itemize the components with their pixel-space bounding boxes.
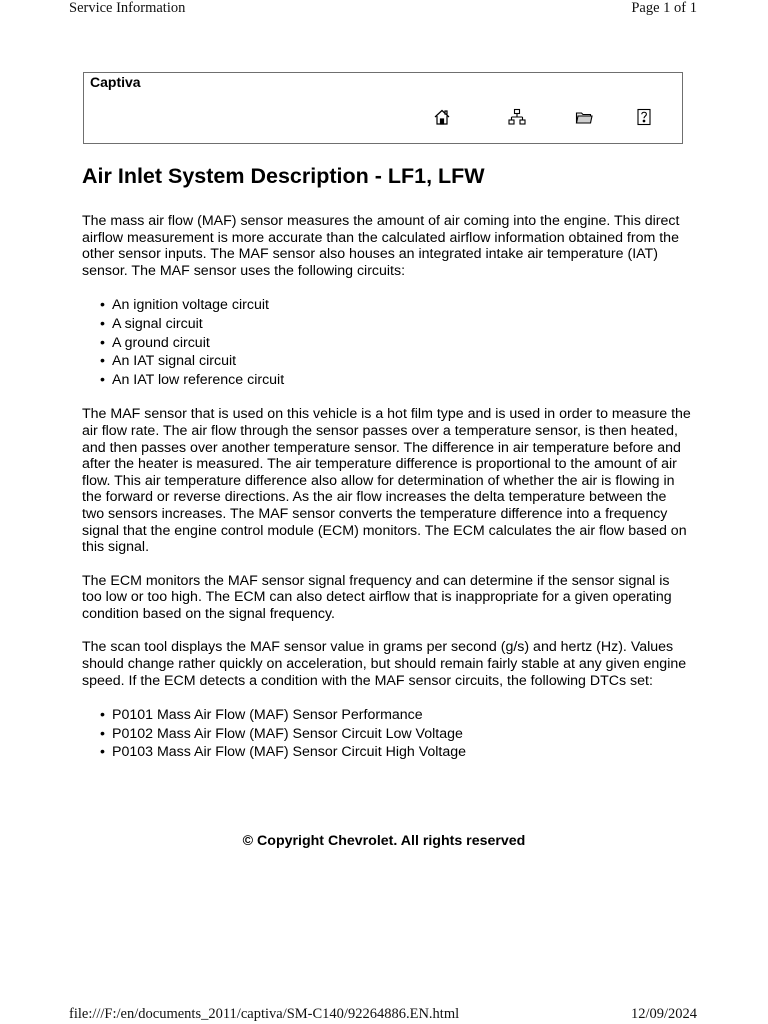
list-item: • P0101 Mass Air Flow (MAF) Sensor Performance	[82, 706, 692, 725]
scan-tool-paragraph: The scan tool displays the MAF sensor value in grams per second (g/s) and hertz (Hz). Values should change rather quickly on acceleration, but should remain fairly stable at any given engine speed. If the ECM detects a condition with the MAF sensor circuits, the following DTCs set:	[82, 639, 687, 689]
ecm-paragraph: The ECM monitors the MAF sensor signal frequency and can determine if the sensor signal is too low or too high. The ECM can also detect airflow that is inappropriate for a given operating condition based on the signal frequency.	[82, 572, 672, 622]
list-item: • P0102 Mass Air Flow (MAF) Sensor Circuit Low Voltage	[82, 725, 692, 744]
list-item: • An IAT low reference circuit	[82, 371, 692, 390]
folder-icon[interactable]	[575, 108, 593, 126]
circuit-list	[82, 296, 692, 389]
list-item: • P0103 Mass Air Flow (MAF) Sensor Circuit High Voltage	[82, 743, 692, 762]
intro-paragraph: The mass air flow (MAF) sensor measures the amount of air coming into the engine. This direct airflow measurement is more accurate than the calculated airflow information obtained from the other sensor inputs. The MAF sensor also houses an integrated intake air temperature (IAT) sensor. The MAF sensor uses the following circuits:	[82, 213, 680, 279]
dtc-list	[82, 706, 692, 762]
copyright-notice: © Copyright Chevrolet. All rights reserved	[242, 833, 526, 849]
page-title: Air Inlet System Description - LF1, LFW	[82, 164, 485, 188]
home-icon[interactable]	[433, 108, 451, 126]
sitemap-icon[interactable]	[508, 108, 526, 126]
model-name: Captiva	[90, 74, 141, 90]
page-number: Page 1 of 1	[631, 0, 697, 16]
list-item: • A signal circuit	[82, 315, 692, 334]
print-header-title: Service Information	[69, 0, 186, 16]
hot-film-paragraph: The MAF sensor that is used on this vehicle is a hot film type and is used in order to measure the air flow rate. The air flow through the sensor passes over a temperature sensor, is then heated, and then passes over another temperature sensor. The difference in air temperature before and after the heater is measured. The air temperature difference is proportional to the amount of air flow. This air temperature difference also allow for determination of whether the air is flowing in the forward or reverse directions. As the air flow increases the delta temperature between the two sensors increases. The MAF sensor converts the temperature difference into a frequency signal that the engine control module (ECM) monitors. The ECM calculates the air flow based on this signal.	[82, 406, 691, 556]
print-date: 12/09/2024	[630, 1006, 697, 1022]
file-path: file:///F:/en/documents_2011/captiva/SM-C140/92264886.EN.html	[69, 1006, 460, 1022]
model-nav-box	[83, 72, 683, 144]
document-body	[82, 160, 692, 779]
list-item: • An ignition voltage circuit	[82, 296, 692, 315]
help-icon[interactable]	[635, 108, 653, 126]
list-item: • A ground circuit	[82, 334, 692, 353]
list-item: • An IAT signal circuit	[82, 352, 692, 371]
